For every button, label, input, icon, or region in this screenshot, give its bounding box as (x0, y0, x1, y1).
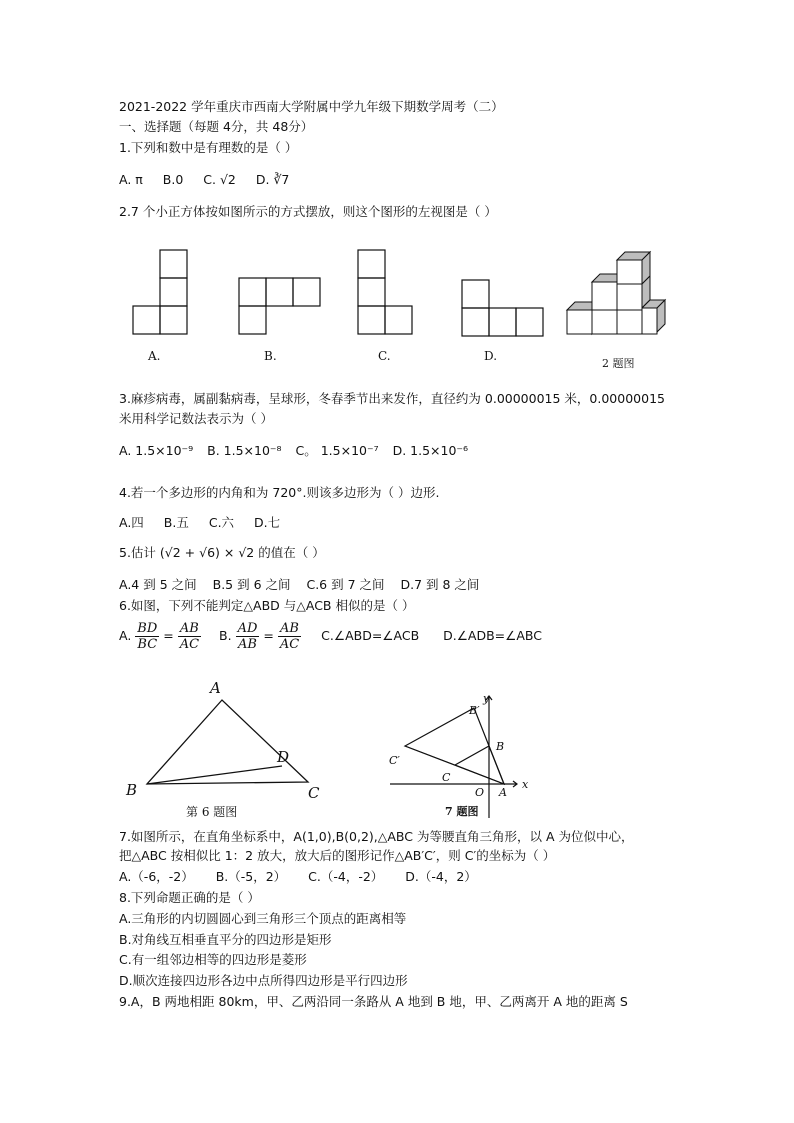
option-d: D. ∛7 (255, 172, 290, 187)
question-7-stem-line1: 7.如图所示，在直角坐标系中，A(1,0),B(0,2),△ABC 为等腰直角三角形，以 A 为位似中心， (119, 829, 634, 844)
fig7-label-x: x (522, 778, 529, 791)
fig6-label-d: D (277, 748, 290, 766)
question-6-stem: 6.如图，下列不能判定△ABD 与△ACB 相似的是（ ） (119, 598, 415, 613)
option-a: A.四 (119, 515, 144, 530)
option-b: B. 1.5×10⁻⁸ (207, 443, 282, 458)
figure-6 (118, 676, 338, 821)
fig6-label-c: C (308, 784, 320, 802)
option-d: D.（-4，2） (405, 869, 477, 884)
fig6-label-b: B (126, 781, 138, 799)
fig2-caption: 2 题图 (602, 357, 635, 370)
fig7-label-b: B (496, 740, 505, 753)
question-7-stem-line2: 把△ABC 按相似比 1：2 放大，放大后的图形记作△AB′C′，则 C′的坐标为（ ） (119, 848, 556, 863)
option-c: C。 1.5×10⁻⁷ (295, 443, 379, 458)
question-2-stem: 2.7 个小正方体按如图所示的方式摆放，则这个图形的左视图是（ ） (119, 204, 497, 219)
option-d: D.7 到 8 之间 (400, 577, 480, 592)
option-b-fraction-1: $\frac{AD}{AB}$ (237, 621, 258, 652)
option-b: B.5 到 6 之间 (212, 577, 291, 592)
question-6-options (119, 618, 542, 654)
equals-sign: = (163, 628, 174, 643)
option-c: C.（-4，-2） (308, 869, 384, 884)
option-b-label: B. (219, 628, 232, 643)
question-3-stem-line1: 3.麻疹病毒，属副黏病毒，呈球形，冬春季节出来发作，直径约为 0.00000015 米，0.00000015 (119, 391, 665, 406)
fig6-label-a: A (210, 679, 221, 697)
fig7-label-c: C (442, 771, 451, 784)
option-d: D.七 (254, 515, 281, 530)
figure-7 (385, 688, 545, 820)
fig7-label-o: O (475, 786, 485, 799)
fig7-label-c-prime: C′ (389, 754, 400, 767)
fig2-label-d: D. (484, 349, 498, 363)
option-c: C.6 到 7 之间 (306, 577, 385, 592)
fig6-caption: 第 6 题图 (186, 805, 238, 819)
question-3-stem-line2: 米用科学记数法表示为（ ） (119, 411, 273, 426)
option-a: A. π (119, 172, 143, 187)
question-4-stem: 4.若一个多边形的内角和为 720°.则该多边形为（ ）边形. (119, 485, 440, 500)
page-title: 2021-2022 学年重庆市西南大学附属中学九年级下期数学周考（二） (119, 99, 504, 114)
fig7-label-a: A (499, 786, 507, 799)
question-8-stem: 8.下列命题正确的是（ ） (119, 890, 260, 905)
question-7-options (119, 869, 495, 885)
option-b: B.0 (162, 172, 184, 187)
question-8-option-c: C.有一组邻边相等的四边形是菱形 (119, 952, 307, 967)
question-2-figure (118, 240, 678, 370)
option-c: C. √2 (203, 172, 236, 187)
question-8-option-b: B.对角线互相垂直平分的四边形是矩形 (119, 932, 332, 947)
question-3-options (119, 443, 478, 459)
option-c: C.六 (208, 515, 235, 530)
question-1-options (119, 172, 305, 188)
question-8-option-d: D.顺次连接四边形各边中点所得四边形是平行四边形 (119, 973, 408, 988)
fig7-caption: 7 题图 (445, 805, 479, 818)
option-c: C.∠ABD=∠ACB (321, 628, 420, 643)
option-a: A.4 到 5 之间 (119, 577, 197, 592)
option-b: B.五 (163, 515, 189, 530)
fig7-label-y: y (483, 692, 490, 705)
question-8-option-a: A.三角形的内切圆圆心到三角形三个顶点的距离相等 (119, 911, 407, 926)
question-9-stem: 9.A，B 两地相距 80km，甲、乙两沿同一条路从 A 地到 B 地，甲、乙两离开 A 地的距离 S (119, 994, 628, 1009)
question-4-options (119, 515, 296, 531)
option-d: D. 1.5×10⁻⁶ (392, 443, 469, 458)
option-a-label: A. (119, 628, 132, 643)
option-b: B.（-5，2） (215, 869, 287, 884)
option-d: D.∠ADB=∠ABC (443, 628, 542, 643)
question-5-options (119, 577, 491, 593)
equals-sign: = (263, 628, 274, 643)
option-a: A. 1.5×10⁻⁹ (119, 443, 194, 458)
option-b-fraction-2: $\frac{AB}{AC}$ (279, 621, 300, 652)
option-a-fraction-1: $\frac{BD}{BC}$ (137, 621, 158, 652)
fig2-label-b: B. (264, 349, 277, 363)
option-a-fraction-2: $\frac{AB}{AC}$ (179, 621, 200, 652)
section-heading: 一、选择题（每题 4分，共 48分） (119, 119, 314, 134)
fig2-label-c: C. (378, 349, 391, 363)
option-a: A.（-6，-2） (119, 869, 194, 884)
fig2-label-a: A. (148, 349, 161, 363)
question-5-stem: 5.估计 (√2 + √6) × √2 的值在（ ） (119, 545, 325, 560)
question-1-stem: 1.下列和数中是有理数的是（ ） (119, 140, 298, 155)
fig7-label-b-prime: B′ (469, 704, 480, 717)
